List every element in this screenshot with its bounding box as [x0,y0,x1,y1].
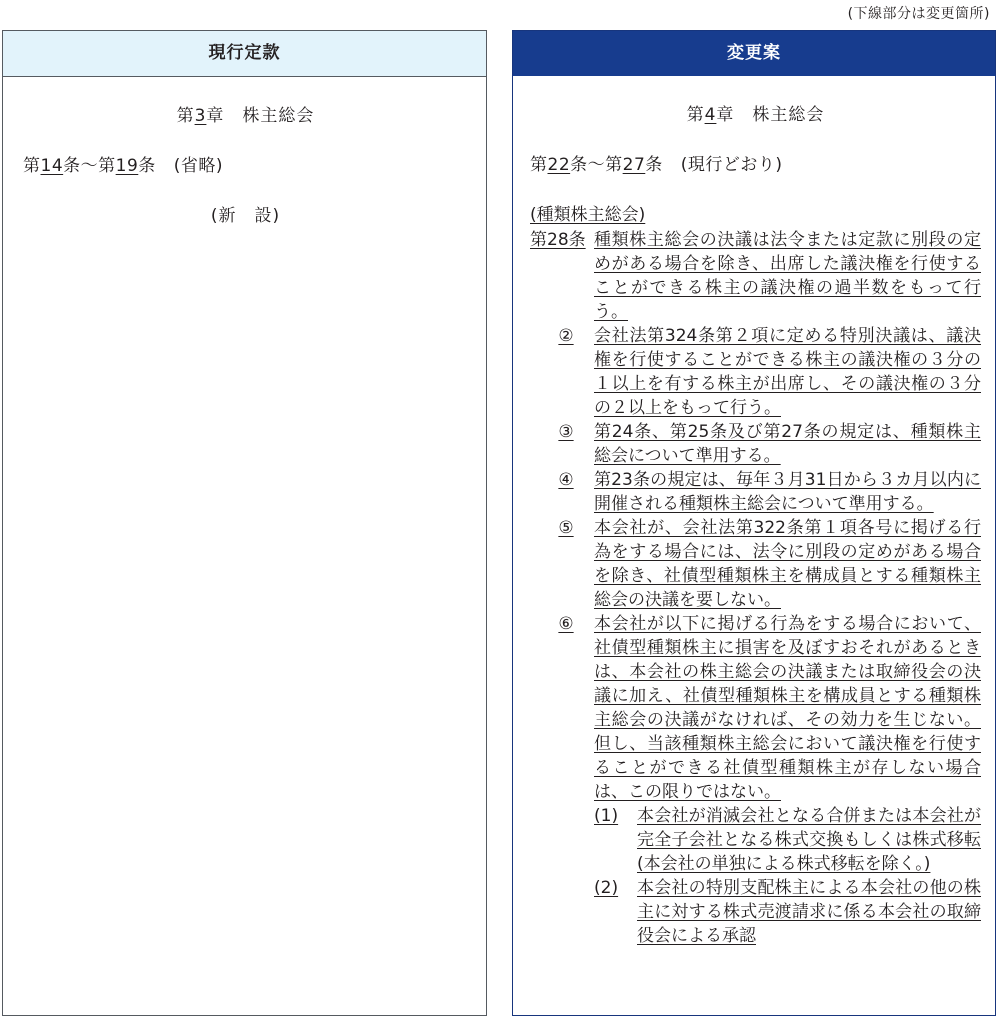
paragraph-number: ⑥ [558,614,574,634]
paragraph-text: 第24条、第25条及び第27条の規定は、種類株主総会について準用する。 [594,422,981,466]
paragraph-text: 本会社が以下に掲げる行為をする場合において、社債型種類株主に損害を及ぼすおそれがあるときは、本会社の株主総会の決議または取締役会の決議に加え、社債型種類株主を構成員とする種類株主総会の決議がなければ、その効力を生じない。但し、当該種類株主総会において議決権を行使することができる社債型種類株主が存しない場合は、この限りではない。 [594,614,981,802]
range-middle: 条〜第 [570,155,623,175]
range-suffix: 条 [138,156,156,176]
paragraph-text: 第23条の規定は、毎年３月31日から３カ月以内に開催される種類株主総会について準用する。 [594,470,981,514]
paragraph-number: ④ [558,470,574,490]
range-end-number: 27 [622,155,646,175]
sub-item-text: 本会社が消滅会社となる合併または本会社が完全子会社となる株式交換もしくは株式移転(本会社の単独による株式移転を除く。) [637,806,981,874]
chapter-prefix: 第 [686,105,705,125]
paragraph-text: 会社法第324条第２項に定める特別決議は、議決権を行使することができる株主の議決権の３分の１以上を有する株主が出席し、その議決権の３分の２以上をもって行う。 [594,326,981,418]
paragraph-number: ⑤ [558,518,574,538]
range-start-number: 22 [547,155,571,175]
current-articles-column [2,30,487,1016]
range-prefix: 第 [23,156,41,176]
paragraph [530,420,981,468]
sub-item-text: 本会社の特別支配株主による本会社の他の株主に対する株式売渡請求に係る本会社の取締役会による承認 [637,878,981,946]
change-note: (下線部分は変更箇所) [847,6,990,22]
paragraph [530,324,981,420]
new-set-label: (新 設) [210,206,281,226]
range-start-number: 14 [40,156,64,176]
sub-item [594,876,981,948]
chapter-heading [23,104,468,128]
article-text: 種類株主総会の決議は法令または定款に別段の定めがある場合を除き、出席した議決権を行使することができる株主の議決権の過半数をもって行う。 [594,230,981,322]
range-end-number: 19 [115,156,139,176]
chapter-number: 4 [704,105,717,125]
article-28 [530,228,981,324]
range-suffix: 条 [645,155,663,175]
paragraph [530,468,981,516]
range-status: (現行どおり) [680,155,783,175]
chapter-heading [530,103,981,127]
chapter-title: 株主総会 [752,105,825,125]
proposed-changes-body [513,103,995,948]
proposed-changes-column [512,30,996,1016]
range-middle: 条〜第 [63,156,116,176]
article-range [23,154,468,178]
paragraph [530,516,981,612]
sub-item-number: (1) [594,806,619,826]
chapter-number: 3 [194,106,207,126]
sub-item [594,804,981,876]
paragraph-number: ② [558,326,574,346]
range-status: (省略) [173,156,224,176]
chapter-suffix: 章 [716,105,735,125]
article-range [530,153,981,177]
chapter-title: 株主総会 [242,106,315,126]
article-label: 第28条 [530,230,586,250]
proposed-changes-header: 変更案 [513,31,995,76]
sub-item-number: (2) [594,878,619,898]
chapter-prefix: 第 [176,106,195,126]
article-caption: (種類株主総会) [530,205,646,225]
current-articles-body [3,104,486,228]
paragraph-text: 本会社が、会社法第322条第１項各号に掲げる行為をする場合には、法令に別段の定めがある場合を除き、社債型種類株主を構成員とする種類株主総会の決議を要しない。 [594,518,981,610]
paragraph-number: ③ [558,422,574,442]
range-prefix: 第 [530,155,548,175]
paragraph [530,612,981,804]
current-articles-header: 現行定款 [3,31,486,77]
chapter-suffix: 章 [206,106,225,126]
